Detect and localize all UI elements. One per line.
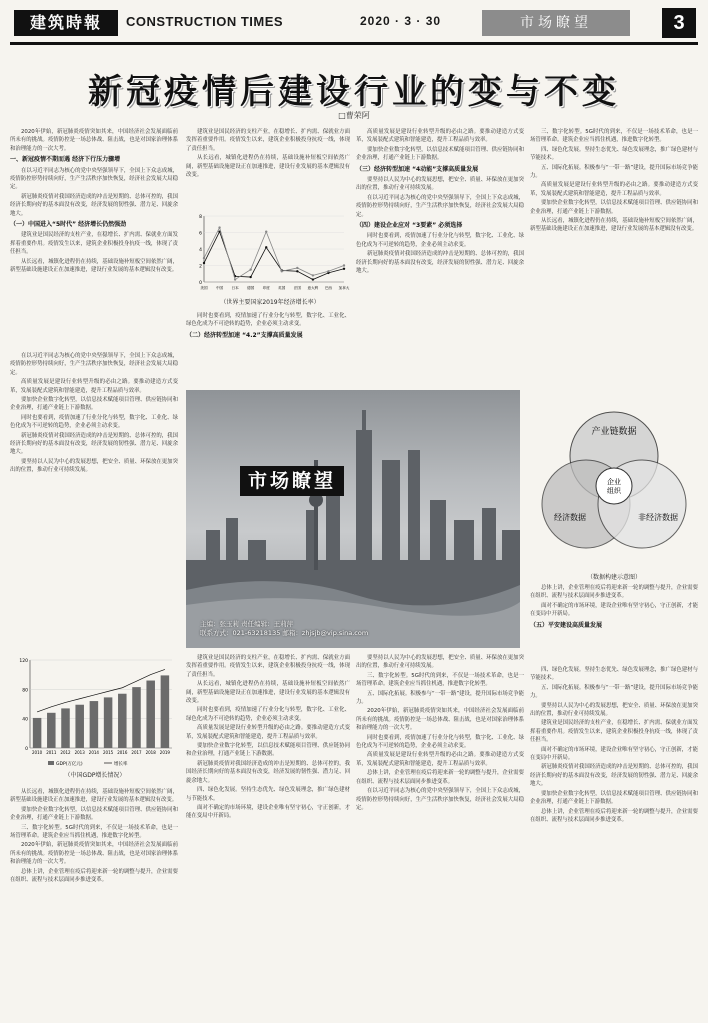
data-point <box>327 270 329 272</box>
paragraph: 新冠肺炎疫情对我国经济造成的冲击是短期的、总体可控的，我国经济长期向好的基本面没有改变，经济发展的韧性强、潜力足、回旋余地大。 <box>10 432 178 456</box>
column-3 <box>356 128 524 388</box>
growth-chart-caption: （世界主要国家2019年经济增长率） <box>220 299 320 306</box>
column-3-lower <box>356 654 524 1016</box>
data-point <box>218 226 220 228</box>
column-4-lower <box>530 666 698 1016</box>
paragraph: 在以习近平同志为核心的党中央坚强领导下，全国上下众志成城，疫情防控形势持续向好，生产生活秩序加快恢复，经济社会发展大局稳定。 <box>10 167 178 191</box>
data-point <box>296 270 298 272</box>
paragraph: 新冠肺炎疫情对我国经济造成的冲击是短期的、总体可控的，我国经济长期向好的基本面没有改变，经济发展的韧性强、潜力足、回旋余地大。 <box>530 764 698 788</box>
gdp-chart <box>12 652 178 782</box>
data-point <box>203 257 205 259</box>
x-tick-label: 印度 <box>262 286 270 290</box>
y-tick-label: 4 <box>199 248 202 253</box>
bar <box>75 705 84 748</box>
data-point <box>343 268 345 270</box>
skyline-image <box>186 390 520 648</box>
bar <box>146 681 155 748</box>
paragraph: 从长远看，城镇化进程仍在持续，基础设施补短板空间依然广阔，新型基础设施建设正在加速推进，建设行业发展的基本逻辑没有改变。 <box>530 218 698 233</box>
bar <box>90 701 99 748</box>
data-point <box>343 264 345 266</box>
paragraph: 要坚持以人民为中心的发展思想，把安全、质量、环保放在更加突出的位置，推动行业可持续发展。 <box>356 177 524 192</box>
x-tick-label: 2015 <box>103 750 114 755</box>
issue-date: 2020 · 3 · 30 <box>360 14 442 28</box>
x-tick-label: 意大利 <box>307 286 319 290</box>
bar <box>132 687 141 748</box>
subheading: （五）平安建设高质量发展 <box>530 621 603 629</box>
paragraph: 新冠肺炎疫情对我国经济造成的冲击是短期的、总体可控的，我国经济长期向好的基本面没有改变，经济发展的韧性强、潜力足、回旋余地大。 <box>10 193 178 217</box>
paragraph: 高质量发展是建设行业转型升级的必由之路。要推动建造方式变革，发展装配式建筑和智能建造，提升工程品质与效率。 <box>356 752 524 767</box>
x-tick-label: 2011 <box>46 750 57 755</box>
paragraph: 四、绿色化发展。坚持生态优先、绿色发展理念，推广绿色建材与节能技术。 <box>530 667 698 682</box>
subheading: （二）经济转型加速 “4.2”支撑高质量发展 <box>186 331 303 339</box>
paragraph: 总体上讲，企业管理在疫后将迎来新一轮的调整与提升，企业需要在组织、流程与技术层面同步推进变革。 <box>10 868 178 884</box>
paragraph: 面对不确定的市场环境，建设企业唯有坚守初心，守正创新，才能在变局中开新局。 <box>530 602 698 618</box>
paragraph: 四、绿色化发展。坚持生态优先、绿色发展理念，推广绿色建材与节能技术。 <box>186 787 350 802</box>
x-tick-label: 加拿大 <box>338 286 350 290</box>
article-headline: 新冠疫情后建设行业的变与不变 <box>88 72 620 112</box>
data-point <box>203 262 205 264</box>
paragraph: 要坚持以人民为中心的发展思想，把安全、质量、环保放在更加突出的位置，推动行业可持续发展。 <box>10 458 178 474</box>
y-tick-label: 80 <box>22 688 28 694</box>
bar <box>161 675 170 748</box>
paragraph: 同时也要看到，疫情加速了行业分化与转型，数字化、工业化、绿色化成为不可逆转的趋势，企业必须主动求变。 <box>356 233 524 248</box>
y-tick-label: 8 <box>199 215 202 220</box>
series-line <box>204 228 344 280</box>
x-tick-label: 英国 <box>278 286 286 290</box>
paragraph: 面对不确定的市场环境，建设企业唯有坚守初心，守正创新，才能在变局中开新局。 <box>530 746 698 762</box>
paragraph: 在以习近平同志为核心的党中央坚强领导下，全国上下众志成城，疫情防控形势持续向好，生产生活秩序加快恢复，经济社会发展大局稳定。 <box>356 194 524 218</box>
x-tick-label: 2018 <box>145 750 156 755</box>
paragraph: 高质量发展是建设行业转型升级的必由之路。要推动建造方式变革，发展装配式建筑和智能建造，提升工程品质与效率。 <box>10 379 178 394</box>
paragraph: 同时也要看到，疫情加速了行业分化与转型，数字化、工业化、绿色化成为不可逆转的趋势，企业必须主动求变。 <box>186 707 350 722</box>
growth-line-chart <box>190 210 350 296</box>
newspaper-logo: 建筑時報 <box>14 10 118 36</box>
paragraph: 三、数字化转型。5G时代的到来，不仅是一场技术革命，也是一场管理革命。建筑企业应当抓住机遇，推进数字化转型。 <box>356 672 524 688</box>
data-point <box>265 246 267 248</box>
page-number: 3 <box>662 8 696 38</box>
x-tick-label: 2019 <box>159 750 170 755</box>
editor-credit: 主编：张玉莉 责任编辑：王莉萍 <box>200 620 294 628</box>
paragraph: 2020年伊始，新冠肺炎疫情突如其来，中国经济社会发展面临前所未有的挑战。疫情防控是一场总体战、阻击战，也是对国家治理体系和治理能力的一次大考。 <box>356 708 524 732</box>
bar <box>104 697 113 748</box>
paragraph: 同时也要看到，疫情加速了行业分化与转型，数字化、工业化、绿色化成为不可逆转的趋势，企业必须主动求变。 <box>356 734 524 750</box>
section-tab: 市场瞭望 <box>482 10 630 36</box>
bar <box>61 708 70 748</box>
growth-line <box>37 669 165 712</box>
venn-label-center-1: 企业 <box>607 478 621 486</box>
gdp-bar-chart <box>12 652 178 770</box>
paragraph: 四、绿色化发展。坚持生态优先、绿色发展理念，推广绿色建材与节能技术。 <box>530 146 698 162</box>
paragraph: 高质量发展是建设行业转型升级的必由之路。要推动建造方式变革，发展装配式建筑和智能建造，提升工程品质与效率。 <box>186 725 350 740</box>
paragraph: 2020年伊始，新冠肺炎疫情突如其来，中国经济社会发展面临前所未有的挑战。疫情防控是一场总体战、阻击战，也是对国家治理体系和治理能力的一次大考。 <box>10 842 178 866</box>
x-tick-label: 日本 <box>231 286 239 290</box>
y-tick-label: 2 <box>199 264 202 270</box>
legend-swatch-gdp <box>48 761 54 765</box>
paragraph: 要加快企业数字化转型，以信息技术赋能项目管理、供应链协同和企业治理，打通产业链上下游数据。 <box>530 200 698 215</box>
paragraph: 总体上讲，企业管理在疫后将迎来新一轮的调整与提升，企业需要在组织、流程与技术层面同步推进变革。 <box>530 808 698 823</box>
bar <box>33 718 42 748</box>
paragraph: 高质量发展是建设行业转型升级的必由之路。要推动建造方式变革，发展装配式建筑和智能建造，提升工程品质与效率。 <box>530 182 698 197</box>
masthead-rule <box>10 42 698 45</box>
x-tick-label: 2016 <box>117 750 128 755</box>
article-author: □曹荣阿 <box>338 111 370 120</box>
venn-caption: （数据构建示意图） <box>586 574 641 581</box>
paragraph: 面对不确定的市场环境，建设企业唯有坚守初心，守正创新，才能在变局中开新局。 <box>186 804 350 820</box>
paragraph: 五、国际化拓展。积极参与“一带一路”建设，提升国际市场竞争能力。 <box>530 684 698 700</box>
column-1-bottom <box>10 788 178 1016</box>
x-tick-label: 德国 <box>247 286 255 290</box>
column-2-lower <box>186 654 350 1016</box>
paragraph: 在以习近平同志为核心的党中央坚强领导下，全国上下众志成城，疫情防控形势持续向好，生产生活秩序加快恢复，经济社会发展大局稳定。 <box>10 353 178 376</box>
data-point <box>296 267 298 269</box>
paragraph: 要坚持以人民为中心的发展思想，把安全、质量、环保放在更加突出的位置，推动行业可持续发展。 <box>530 702 698 718</box>
paragraph: 总体上讲，企业管理在疫后将迎来新一轮的调整与提升，企业需要在组织、流程与技术层面同步推进变革。 <box>530 585 698 600</box>
data-point <box>249 276 251 278</box>
paragraph: 五、国际化拓展。积极参与“一带一路”建设，提升国际市场竞争能力。 <box>356 690 524 706</box>
paragraph: 要坚持以人民为中心的发展思想，把安全、质量、环保放在更加突出的位置，推动行业可持续发展。 <box>356 655 524 670</box>
x-tick-label: 2013 <box>74 750 85 755</box>
photo-credit <box>200 620 368 638</box>
data-point <box>312 274 314 276</box>
y-tick-label: 120 <box>19 659 28 664</box>
photo-overlay-title: 市场瞭望 <box>240 466 344 496</box>
data-point <box>234 278 236 280</box>
subheading: （三）经济转型加速 “4动能”支撑高质量发展 <box>356 165 479 173</box>
data-point <box>281 270 283 272</box>
data-point <box>249 268 251 270</box>
data-point <box>312 278 314 280</box>
venn-label-top: 产业链数据 <box>591 427 637 437</box>
paragraph: 新冠肺炎疫情对我国经济造成的冲击是短期的、总体可控的，我国经济长期向好的基本面没有改变，经济发展的韧性强、潜力足、回旋余地大。 <box>356 251 524 275</box>
subheading: （一）中国进入“5时代” 经济增长仍然强劲 <box>10 221 127 229</box>
paragraph: 三、数字化转型。5G时代的到来，不仅是一场技术革命，也是一场管理革命。建筑企业应当抓住机遇，推进数字化转型。 <box>10 824 178 840</box>
x-tick-label: 2010 <box>32 750 43 755</box>
column-2-top <box>186 128 350 208</box>
legend-label-rate: 增长率 <box>114 762 128 767</box>
paragraph: 五、国际化拓展。积极参与“一带一路”建设，提升国际市场竞争能力。 <box>530 164 698 180</box>
paragraph: 从长远看，城镇化进程仍在持续，基础设施补短板空间依然广阔，新型基础设施建设正在加速推进，建设行业发展的基本逻辑没有改变。 <box>10 789 178 804</box>
paragraph: 要加快企业数字化转型，以信息技术赋能项目管理、供应链协同和企业治理，打通产业链上下游数据。 <box>356 146 524 162</box>
venn-label-center-2: 组织 <box>607 487 621 495</box>
data-point <box>265 230 267 232</box>
y-tick-label: 6 <box>199 231 202 237</box>
brand-english: CONSTRUCTION TIMES <box>126 14 284 29</box>
subheading: （四）建设企业应对 “3要素” 必须选择 <box>356 222 463 230</box>
y-tick-label: 0 <box>25 747 28 752</box>
paragraph: 要加快企业数字化转型，以信息技术赋能项目管理、供应链协同和企业治理，打通产业链上下游数据。 <box>186 743 350 758</box>
venn-label-right: 非经济数据 <box>638 513 678 522</box>
paragraph: 要加快企业数字化转型，以信息技术赋能项目管理、供应链协同和企业治理，打通产业链上下游数据。 <box>10 397 178 412</box>
column-1-lower <box>10 352 178 652</box>
x-tick-label: 2017 <box>131 750 142 755</box>
column-4-mid <box>530 584 698 664</box>
paragraph: 要加快企业数字化转型，以信息技术赋能项目管理、供应链协同和企业治理，打通产业链上下游数据。 <box>530 790 698 806</box>
paragraph: 从长远看，城镇化进程仍在持续，基础设施补短板空间依然广阔，新型基础设施建设正在加速推进，建设行业发展的基本逻辑没有改变。 <box>186 155 350 179</box>
venn-label-left: 经济数据 <box>554 513 586 522</box>
paragraph: 新冠肺炎疫情对我国经济造成的冲击是短期的、总体可控的，我国经济长期向好的基本面没有改变，经济发展的韧性强、潜力足、回旋余地大。 <box>186 760 350 784</box>
paragraph: 高质量发展是建设行业转型升级的必由之路。要推动建造方式变革，发展装配式建筑和智能建造，提升工程品质与效率。 <box>356 129 524 144</box>
paragraph: 从长远看，城镇化进程仍在持续，基础设施补短板空间依然广阔，新型基础设施建设正在加速推进，建设行业发展的基本逻辑没有改变。 <box>10 258 178 274</box>
paragraph: 建筑业是国民经济的支柱产业，在稳增长、扩内需、保就业方面发挥着重要作用。疫情发生以来，建筑企业积极投身抗疫一线，体现了责任担当。 <box>186 655 350 678</box>
venn-center <box>596 468 632 504</box>
bar <box>47 713 56 748</box>
paragraph: 2020年伊始，新冠肺炎疫情突如其来，中国经济社会发展面临前所未有的挑战。疫情防控是一场总体战、阻击战，也是对国家治理体系和治理能力的一次大考。 <box>10 129 178 152</box>
x-tick-label: 2014 <box>88 750 99 755</box>
subheading: 一、新冠疫情不期而遇 经济下行压力骤增 <box>10 156 121 164</box>
paragraph: 三、数字化转型。5G时代的到来，不仅是一场技术革命，也是一场管理革命。建筑企业应当抓住机遇，推进数字化转型。 <box>530 129 698 144</box>
y-tick-label: 40 <box>22 717 28 723</box>
paragraph: 建筑业是国民经济的支柱产业，在稳增长、扩内需、保就业方面发挥着重要作用。疫情发生以来，建筑企业积极投身抗疫一线，体现了责任担当。 <box>10 232 178 256</box>
bar <box>118 694 127 748</box>
paragraph: 同时也要看到，疫情加速了行业分化与转型，数字化、工业化、绿色化成为不可逆转的趋势，企业必须主动求变。 <box>10 414 178 430</box>
x-tick-label: 巴西 <box>324 286 333 290</box>
paragraph: 建筑业是国民经济的支柱产业，在稳增长、扩内需、保就业方面发挥着重要作用。疫情发生以来，建筑企业积极投身抗疫一线，体现了责任担当。 <box>530 720 698 744</box>
x-tick-label: 美国 <box>200 286 208 290</box>
data-venn-diagram <box>530 398 698 568</box>
masthead <box>0 0 708 46</box>
y-tick-label: 0 <box>199 281 202 286</box>
column-2-mid <box>186 312 350 388</box>
paragraph: 建筑业是国民经济的支柱产业，在稳增长、扩内需、保就业方面发挥着重要作用。疫情发生以来，建筑企业积极投身抗疫一线，体现了责任担当。 <box>186 129 350 152</box>
paragraph: 同时也要看到，疫情加速了行业分化与转型，数字化、工业化、绿色化成为不可逆转的趋势，企业必须主动求变。 <box>186 313 350 328</box>
column-4 <box>530 128 698 392</box>
contact-credit: 联系方式：021-63218135 邮箱：zhjsjb@vip.sina.com <box>200 629 369 637</box>
legend-label-gdp: GDP(万亿元) <box>56 762 83 767</box>
paragraph: 在以习近平同志为核心的党中央坚强领导下，全国上下众志成城，疫情防控形势持续向好，生产生活秩序加快恢复，经济社会发展大局稳定。 <box>356 788 524 811</box>
x-tick-label: 中国 <box>215 286 224 290</box>
growth-chart <box>190 210 350 308</box>
city-skyline-photo <box>186 390 520 648</box>
paragraph: 要加快企业数字化转型，以信息技术赋能项目管理、供应链协同和企业治理，打通产业链上下游数据。 <box>10 806 178 822</box>
paragraph: 从长远看，城镇化进程仍在持续，基础设施补短板空间依然广阔，新型基础设施建设正在加速推进，建设行业发展的基本逻辑没有改变。 <box>186 681 350 705</box>
x-tick-label: 法国 <box>293 286 301 290</box>
gdp-chart-caption: （中国GDP增长情况） <box>64 772 126 779</box>
paragraph: 总体上讲，企业管理在疫后将迎来新一轮的调整与提升，企业需要在组织、流程与技术层面同步推进变革。 <box>356 770 524 785</box>
column-1 <box>10 128 178 348</box>
x-tick-label: 2012 <box>60 750 71 755</box>
